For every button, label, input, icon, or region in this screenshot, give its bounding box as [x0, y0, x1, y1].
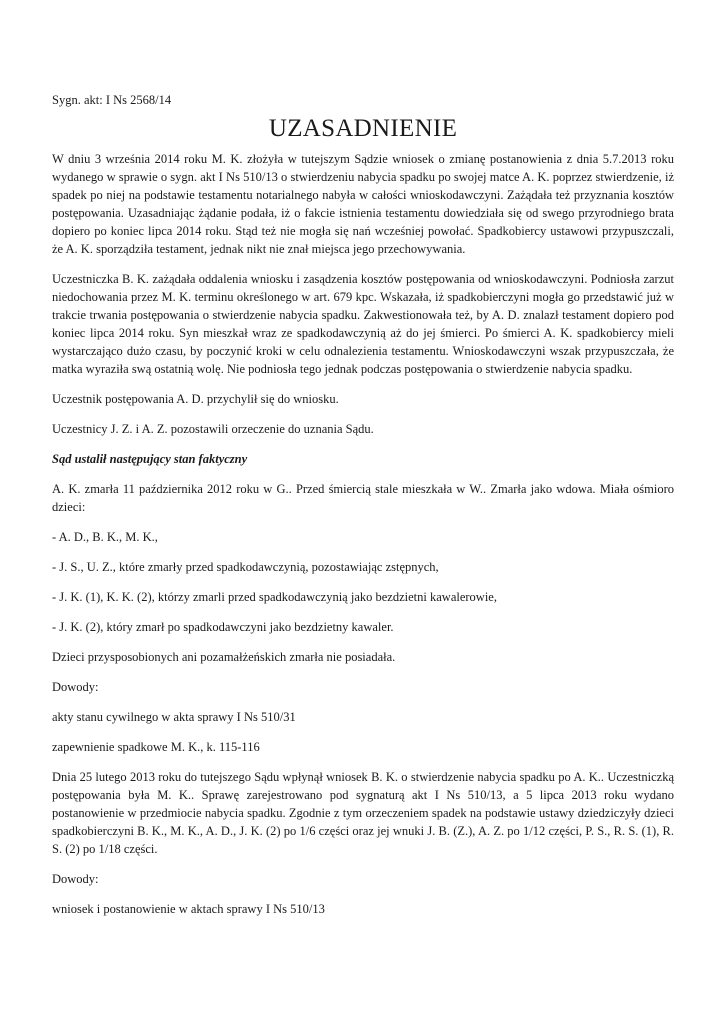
paragraph-deceased: A. K. zmarła 11 października 2012 roku w G.. Przed śmiercią stale mieszkała w W.. Zmarła jako wdowa. Miała ośmioro dzieci:: [52, 482, 674, 514]
children-list-item: - J. S., U. Z., które zmarły przed spadkodawczynią, pozostawiając zstępnych,: [52, 560, 439, 574]
document-page: [52, 92, 674, 918]
paragraph-participant-ad: Uczestnik postępowania A. D. przychylił się do wniosku.: [52, 392, 339, 406]
evidence-label: Dowody:: [52, 872, 99, 886]
evidence-item: akty stanu cywilnego w akta sprawy I Ns 510/31: [52, 710, 296, 724]
children-list-item: - J. K. (2), który zmarł po spadkodawczyni jako bezdzietny kawaler.: [52, 620, 394, 634]
case-signature: Sygn. akt: I Ns 2568/14: [52, 93, 172, 107]
evidence-label: Dowody:: [52, 680, 99, 694]
children-list-item: - J. K. (1), K. K. (2), którzy zmarli przed spadkodawczynią jako bezdzietni kawalerowie,: [52, 590, 497, 604]
paragraph-participants-jz-az: Uczestnicy J. Z. i A. Z. pozostawili orzeczenie do uznania Sądu.: [52, 422, 374, 436]
evidence-item: zapewnienie spadkowe M. K., k. 115-116: [52, 740, 260, 754]
document-title: UZASADNIENIE: [268, 115, 458, 142]
paragraph-application: W dniu 3 września 2014 roku M. K. złożyła w tutejszym Sądzie wniosek o zmianę postanowienia z dnia 5.7.2013 roku wydanego w sprawie o sygn. akt I Ns 510/13 o stwierdzeniu nabycia spadku po swojej matce A. K. poprzez stwierdzenie, iż spadek po niej na podstawie testamentu notarialnego nabyła w całości wnioskodawczyni. Zażądała też przyznania kosztów postępowania. Uzasadniając żądanie podała, iż o fakcie istnienia testamentu dowiedziała się od swego przyrodniego brata dopiero po koniec lipca 2014 roku. Stąd też nie mogła się nań wcześniej powołać. Spadkobiercy ustawowi przypuszczali, że A. K. sporządziła testament, jednak nikt nie znał miejsca jego przechowywania.: [52, 152, 674, 256]
paragraph-no-adopted-children: Dzieci przysposobionych ani pozamałżeńskich zmarła nie posiadała.: [52, 650, 396, 664]
paragraph-prior-proceedings: Dnia 25 lutego 2013 roku do tutejszego Sądu wpłynął wniosek B. K. o stwierdzenie nabycia spadku po A. K.. Uczestniczką postępowania była M. K.. Sprawę zarejestrowano pod sygnaturą akt I Ns 510/13, a 5 lipca 2013 roku wydano postanowienie w przedmiocie nabycia spadku. Zgodnie z tym orzeczeniem spadek na podstawie ustawy dziedziczyły dzieci spadkobierczyni B. K., M. K., A. D., J. K. (2) po 1/6 części oraz jej wnuki J. B. (Z.), A. Z. po 1/12 części, P. S., R. S. (1), R. S. (2) po 1/18 części.: [52, 770, 674, 856]
paragraph-participant-objection: Uczestniczka B. K. zażądała oddalenia wniosku i zasądzenia kosztów postępowania od wnioskodawczyni. Podniosła zarzut niedochowania przez M. K. terminu określonego w art. 679 kpc. Wskazała, iż spadkobierczyni mogła go przedstawić już w trakcie trwania postępowania o stwierdzenie nabycia spadku. Zakwestionowała też, by A. D. znalazł testament dopiero pod koniec lipca 2014 roku. Syn mieszkał wraz ze spadkodawczynią aż do jej śmierci. Po śmierci A. K. spadkobiercy mieli wystarczająco dużo czasu, by poczynić kroki w celu odnalezienia testamentu. Wnioskodawczyni wszak przypuszczała, że matka wyraziła swą ostatnią wolę. Nie podniosła tego jednak podczas postępowania o stwierdzenie nabycia spadku.: [52, 272, 674, 376]
section-heading-facts: Sąd ustalił następujący stan faktyczny: [52, 452, 248, 466]
evidence-item: wniosek i postanowienie w aktach sprawy I Ns 510/13: [52, 902, 325, 916]
children-list-item: - A. D., B. K., M. K.,: [52, 530, 158, 544]
